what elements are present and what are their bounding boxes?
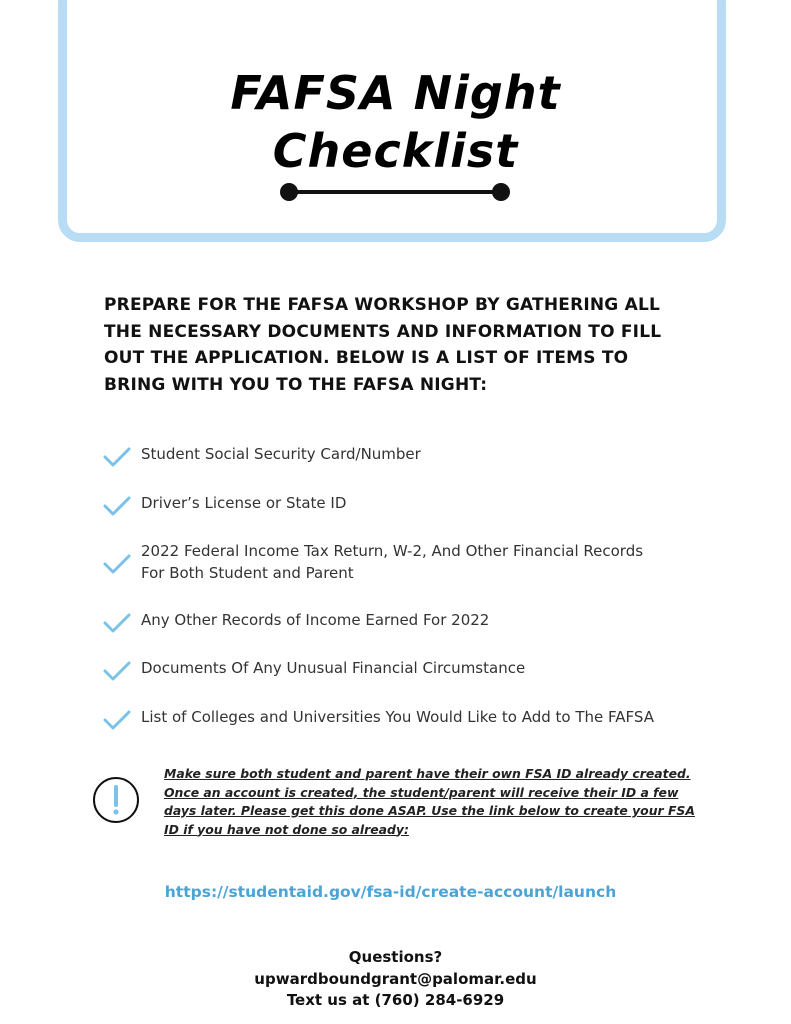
title-divider — [279, 181, 511, 203]
header-frame — [58, 0, 726, 242]
exclamation-circle-icon — [92, 775, 140, 825]
contact-phone: Text us at (760) 284-6929 — [286, 991, 505, 1009]
checklist-item-text: Student Social Security Card/Number — [141, 445, 421, 463]
questions-heading: Questions? — [348, 948, 443, 966]
checklist-item-text: Driver’s License or State ID — [141, 494, 347, 512]
checkmark-icon — [103, 553, 131, 575]
page-title-line1: FAFSA Night — [230, 66, 561, 120]
fsa-id-note: Make sure both student and parent have their own FSA ID already created. Once an account is created, the student/parent will receive their ID a few days later. Please get this done ASAP. Use the link below to create your FSA ID if you have not done so already: — [164, 766, 695, 837]
checkmark-icon — [103, 709, 131, 731]
contact-email[interactable]: upwardboundgrant@palomar.edu — [254, 970, 537, 988]
fsa-id-link[interactable]: https://studentaid.gov/fsa-id/create-account/launch — [164, 883, 617, 901]
checklist-item-text: Documents Of Any Unusual Financial Circumstance — [141, 659, 526, 677]
page-title-line2: Checklist — [272, 124, 519, 178]
checklist-item-text: Any Other Records of Income Earned For 2022 — [141, 611, 490, 629]
checkmark-icon — [103, 660, 131, 682]
intro-text: PREPARE FOR THE FAFSA WORKSHOP BY GATHERING ALL THE NECESSARY DOCUMENTS AND INFORMATION TO FILL OUT THE APPLICATION. BELOW IS A LIST OF ITEMS TO BRING WITH YOU TO THE FAFSA NIGHT: — [104, 295, 662, 395]
checklist-item-text: 2022 Federal Income Tax Return, W-2, And Other Financial Records — [141, 542, 644, 560]
checkmark-icon — [103, 495, 131, 517]
checkmark-icon — [103, 612, 131, 634]
checkmark-icon — [103, 446, 131, 468]
checklist-item-text-cont: For Both Student and Parent — [141, 563, 354, 582]
checklist-item-text: List of Colleges and Universities You Would Like to Add to The FAFSA — [141, 708, 654, 726]
